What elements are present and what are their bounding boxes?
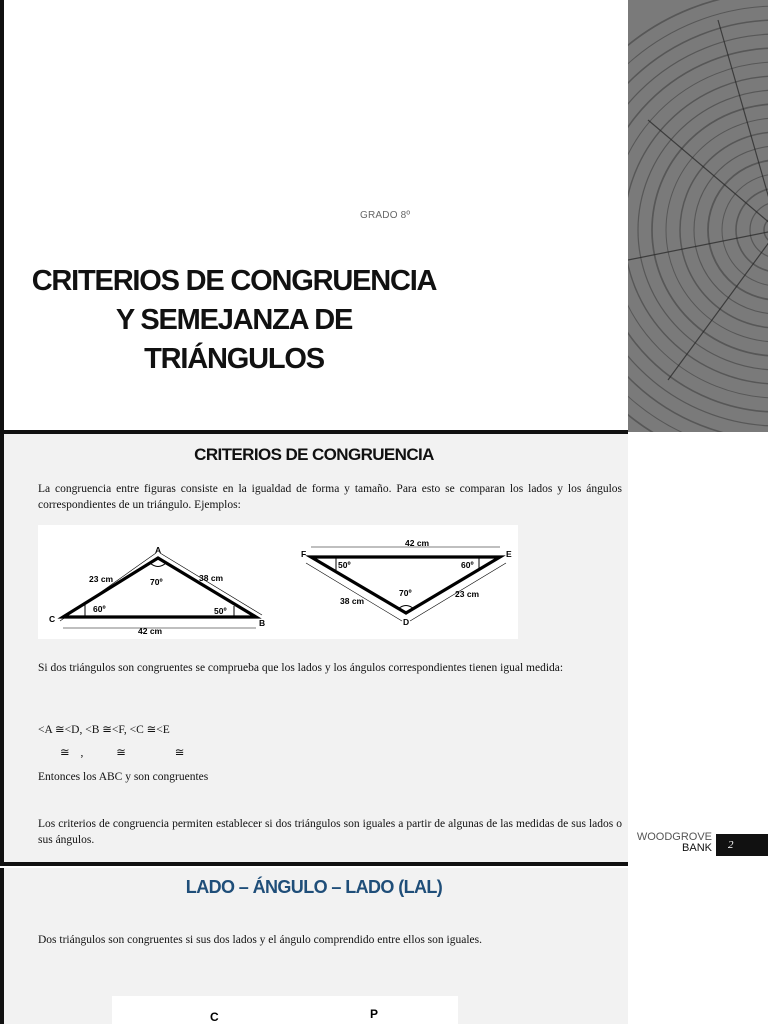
angle-f: 50º [338,560,351,570]
vertex-p-label: P [370,1007,379,1021]
vertex-c: C [49,614,56,624]
angle-correspondence: <A ≅<D, <B ≅<F, <C ≅<E [38,724,170,736]
angle-c: 60º [93,604,106,614]
angle-a: 70º [150,577,163,587]
congruent-symbols-row [60,745,260,761]
angle-b: 50º [214,606,227,616]
brand-line-1: WOODGROVE [636,831,712,843]
side-de: 23 cm [455,589,480,599]
vertex-f: F [301,549,307,559]
vertex-b: B [259,618,266,628]
lal-heading: LADO – ÁNGULO – LADO (LAL) [185,877,443,897]
lal-figure-svg [112,996,458,1024]
triangles-svg [38,525,518,639]
page-number: 2 [716,834,768,856]
criteria-paragraph: Los criterios de congruencia permiten establecer si dos triángulos son iguales a partir de algunas de las medidas de sus lados o sus ángulos. [38,818,622,846]
section-heading: CRITERIOS DE CONGRUENCIA [194,445,434,464]
wood-rings-svg [628,0,768,432]
congruent-symbol-3: ≅ [174,747,185,759]
congruent-symbol-2: ≅ [116,747,126,759]
vertex-d: D [403,617,410,627]
side-fd: 38 cm [340,596,365,606]
title-line-3: TRIÁNGULOS [144,343,324,375]
grade-label: GRADO 8º [360,210,411,221]
side-fe: 42 cm [405,538,430,548]
wood-rings-image [628,0,768,432]
lal-figure [112,996,458,1024]
conclusion-line: Entonces los ABC y son congruentes [38,771,209,783]
slide-divider-2 [0,862,628,866]
intro-paragraph: La congruencia entre figuras consiste en la igualdad de forma y tamaño. Para esto se comparan los lados y los ángulos correspondientes de un triángulo. Ejemplos: [38,483,622,511]
congruence-paragraph: Si dos triángulos son congruentes se comprueba que los lados y los ángulos correspondientes tienen igual medida: [38,662,564,674]
triangles-figure [38,525,518,639]
vertex-c-label: C [210,1010,219,1024]
page-title [14,262,454,379]
brand-logo [632,832,712,854]
brand-line-2: BANK [682,842,712,854]
title-line-2: Y SEMEJANZA DE [115,304,353,336]
vertex-e: E [506,549,512,559]
side-ac: 23 cm [89,574,114,584]
comma: , [80,747,84,759]
angle-e: 60º [461,560,474,570]
congruent-symbol-1: ≅ [60,747,70,759]
vertex-a: A [155,545,162,555]
side-ab: 38 cm [199,573,224,583]
title-line-1: CRITERIOS DE CONGRUENCIA [31,265,437,297]
lal-text: Dos triángulos son congruentes si sus dos lados y el ángulo comprendido entre ellos son iguales. [38,934,482,946]
side-cb: 42 cm [138,626,163,636]
angle-d: 70º [399,588,412,598]
